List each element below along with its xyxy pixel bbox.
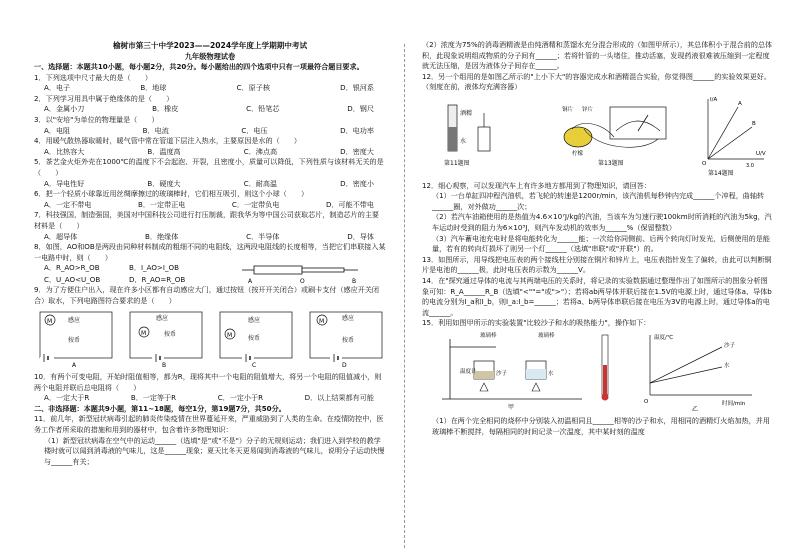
q2-options [34,104,386,115]
option: B．温度高 [147,146,181,156]
line-a [708,107,738,159]
option: D．R_AO=R_OB [129,274,186,284]
option: C．原子核 [236,83,270,93]
q8-stem: 8．如图，AO和OB是两段由同种材料制成的粗细不同的电阻线，这两段电阻线的长度相等，当把它们串联接入某一电路中时，则（ ） [34,242,386,262]
section1-heading: 一、选择题：本题共10小题，每小题2分，共20分。每小题给出的四个选项中只有一项最符合题目要求。 [34,62,364,71]
svg-text:C: C [252,362,257,369]
option: C．沸点高 [243,146,278,156]
q15-stem: 15．利用如图甲所示的实验装置"比较沙子和水的吸热能力"，操作如下： [422,318,651,328]
option: A．一定不带电 [44,199,92,209]
svg-text:感应: 感应 [342,315,355,323]
fig11-beakers [444,105,490,167]
option: A．一定大于R [44,393,90,403]
voltmeter [610,107,666,139]
svg-text:I/A: I/A [710,96,718,103]
q11-part2: （2）浓度为75%的消毒酒精液是由纯酒精和蒸馏水充分混合形成的（如图甲所示），其总体积小于混合前的总体积，此现象说明组成物质的分子间有______；若将针管的一头堵住，推动活塞，发现药液很难被压缩到一定程度就无法压缩，是因为液体分子间存在______。 [422,40,773,71]
option: D．银河系 [340,83,374,93]
option: C．一定带负电 [231,199,280,209]
option: D．密度大 [340,146,374,156]
fig13-caption: 第13题图 [598,159,624,167]
svg-text:A: A [248,278,253,286]
q2-stem: 2．下列学习用具中属于绝缘体的是（ ） [34,93,174,103]
circuit-a [40,312,112,368]
wire-ao [254,266,302,274]
q1-options [34,83,386,94]
q14-stem: 14．在"探究通过导体的电流与其两端电压的关系时，将记录的实验数据通过整理作出了如图所示的图象分析图象可知：R_A______R_B（选填"<""="或">"）；若将ab两导体并联后接在1.5V的电源上时，通过导体a、导体b的电流分别为I_a和I_b，则I_a:I_b=______；若将a、b两导体串联后接在电压为3V的电源上时，通过导体a的电流______。 [422,275,772,317]
svg-text:D: D [342,362,347,369]
lemon [564,127,592,147]
svg-text:按币: 按币 [248,335,261,343]
section2-heading: 二、非选择题：本题共9小题，第11~18题，每空1分，第19题7分，共50分。 [34,403,286,413]
svg-text:M: M [47,318,53,326]
svg-text:水: 水 [460,137,467,145]
option: D．以上结果都有可能 [304,393,374,403]
q11-part1: （1）新型冠状病毒在空气中的运动______（选填"是"或"不是"）分子的无规则运动；我们进入到学校的教学楼时就可以闻到消毒液的气味儿，这是______现象；夏天比冬天更易闻到消毒液的气味儿，说明分子运动快慢与______有关； [44,435,385,466]
option: A．金属小刀 [44,104,85,114]
svg-text:A: A [738,100,742,107]
option: B．硬度大 [147,178,181,188]
q13-stem: 13．如图所示，用导线把电压表的两个接线柱分别接在铜片和锌片上，电压表指针发生了偏转，由此可以判断铜片是电池的______极，此时电压表的示数为______V。 [422,254,772,275]
q12-intro: 12．另一个组用的是如图乙所示的"上小下大"的容器完成水和酒精混合实验，你觉得图______的实验效果更好。（刻度在前，液体均充满容器） [422,71,771,92]
option: C．半导体 [246,231,280,241]
option: B．I_AO>I_OB [129,263,179,273]
fig15-sand-water [422,329,774,413]
q3-stem: 3．以"安培"为单位的物理量是（ ） [34,114,159,124]
figures-11-13-14 [422,93,774,177]
option: B．绝缘体 [145,231,179,241]
svg-text:O: O [702,160,707,167]
svg-text:水: 水 [548,370,554,377]
option: D．导体 [347,231,374,241]
svg-text:M: M [141,330,147,338]
svg-text:柠檬: 柠檬 [572,150,584,157]
curve-water [650,367,722,383]
q12b-part1: （1）一台单缸四冲程汽油机，若飞轮的转速是1200r/min，该汽油机每秒钟内完成______个冲程，曲轴转______圈，对外做功______次； [432,191,765,211]
svg-text:O: O [644,398,649,405]
option: B．一定等于R [130,393,177,403]
q1-stem: 1．下列选项中尺寸最大的是（ ） [34,72,153,82]
q11-intro: 11．前几年，新型冠状病毒引起的肺炎传染疫情在世界蔓延开来，严重威胁到了人类的生命。在疫情防控中，医务工作者所采取的措施和用到的器材中，包含着许多物理知识： [34,414,384,435]
q4-stem: 4．用暖气散热器取暖时，暖气管中常在管道下层注入热水，主要原因是水的（ ） [34,136,301,146]
svg-text:B: B [752,120,756,127]
right-column [422,40,774,438]
option: B．橡皮 [152,104,179,114]
q3-options [34,126,386,137]
svg-text:铜片: 铜片 [562,106,574,113]
circuit-c [220,312,292,368]
svg-text:感应: 感应 [248,317,261,325]
wire-ob [302,268,344,272]
option: D．电功率 [340,125,374,135]
circuit-d [310,312,382,368]
option: A．电子 [44,83,71,93]
option: C．耐高温 [243,178,278,188]
q10-options [34,393,386,404]
fig15-thermometer [602,335,609,401]
q4-options [34,147,386,158]
option: D．密度小 [340,178,374,188]
fig14-iu-graph [702,97,766,177]
svg-text:按币: 按币 [68,337,81,345]
svg-text:U/V: U/V [756,150,766,157]
option: A．R_AO>R_OB [44,263,100,273]
fig13-lemon-battery [562,105,666,167]
resistor-wire-figure [234,257,374,287]
q6-options [34,200,386,211]
option: B．一定带正电 [137,199,186,209]
exam-title: 榆树市第三十中学2023——2024学年度上学期期中考试 [112,41,308,50]
q5-stem: 5．茶艺金火炬外壳在1000℃的温度下不会起泡、开裂，且密度小，质量可以降低，下列性质与该材料无关的是（ ） [34,157,384,177]
option: B．电流 [142,125,169,135]
svg-text:按币: 按币 [342,337,355,345]
fig14-caption: 第14题图 [708,169,734,177]
q12b-intro: 12．细心观察，可以发现汽车上有许多地方都用到了物理知识，请回答： [422,180,651,190]
svg-text:玻璃棒: 玻璃棒 [480,332,497,339]
circuit-b [130,312,202,368]
svg-text:温度/℃: 温度/℃ [654,334,674,341]
svg-text:玻璃棒: 玻璃棒 [538,332,555,339]
line-b [708,127,752,159]
svg-text:沙子: 沙子 [496,370,508,377]
svg-text:B: B [162,362,167,369]
svg-text:甲: 甲 [508,403,515,411]
q15-part1: （1）在两个完全相同的烧杯中分别装入初温相同且______相等的沙子和水，用相同的酒精灯火焰加热，并用玻璃棒不断搅拌，每隔相同的时间记录一次温度，其中某时刻的温度 [432,416,770,437]
fig11-caption: 第11题图 [444,159,470,167]
q6-stem: 6．把一个轻质小球靠近用丝绸摩擦过的玻璃棒时，它们相互吸引，则这个小球（ ） [34,189,309,199]
option: A．电阻 [44,125,71,135]
svg-text:酒精: 酒精 [460,109,473,117]
svg-text:感应: 感应 [156,315,169,323]
option: D．可能不带电 [325,199,374,209]
svg-text:按币: 按币 [164,331,177,339]
svg-text:锌片: 锌片 [582,106,594,113]
svg-text:温度计: 温度计 [460,368,477,375]
q9-circuit-options [34,306,386,368]
option: A．超导体 [44,231,78,241]
q10-stem: 10．有两个可变电阻，开始时阻值相等，都为R，现将其中一个电阻的阻值增大，将另一个电阻的阻值减小，则两个电阻并联后总电阻将（ ） [34,372,382,392]
svg-text:M: M [227,332,233,340]
option: C．U_AO<U_OB [44,274,101,284]
option: C．一定小于R [217,393,264,403]
option: C．电压 [241,125,268,135]
column-divider [404,44,405,548]
option: A．导电性好 [44,178,85,188]
q7-stem: 7．科技强国，制造强国，美国对中国科技公司进行打压制裁，跟我华为等中国公司获取芯片，制造芯片的主要材料是（ ） [34,210,380,230]
svg-text:O: O [300,278,305,286]
svg-text:时间/min: 时间/min [722,400,746,407]
option: C．铅笔芯 [246,104,280,114]
svg-text:A: A [72,362,77,369]
option: D．钢尺 [347,104,374,114]
svg-text:M: M [319,318,325,326]
exam-subtitle: 九年级物理试卷 [184,52,236,61]
q12b-part3: （3）汽车蓄电池充电时是将电能转化为______能；一次给你同侧前、后两个转向灯时发光，后侧使用的是能量，若有的转向灯损坏了则另一个灯______（选填"串联"或"并联"）的。 [432,233,770,254]
q8-options [44,263,214,285]
svg-text:感应: 感应 [68,317,81,325]
svg-text:3.0: 3.0 [746,162,754,169]
svg-text:水: 水 [724,362,730,369]
svg-text:沙子: 沙子 [724,342,736,349]
left-column [34,40,386,467]
q7-options [34,232,386,243]
fig15-apparatus [442,331,582,411]
q5-options [34,179,386,190]
q12b-part2: （2）若汽车油箱使用的是热值为4.6×10⁷J/kg的汽油，当该车为匀速行驶100km时所消耗的汽油为5kg，汽车运动时受到的阻力为6×10³J，则汽车发动机的效率为______%（保留整数） [432,212,772,232]
fig15-temperature-chart [644,333,752,413]
q9-stem: 9．为了方便住户出入，现在许多小区都有自动感应大门，通过按钮（按开开关闭合）或刷卡支付（感应开关闭合）取水，下列电路图符合要求的是（ ） [34,285,380,305]
svg-text:乙: 乙 [692,405,699,413]
svg-text:B: B [352,278,357,286]
option: B．地球 [140,83,167,93]
q8-options-figure [34,263,386,285]
option: A．比热容大 [44,146,85,156]
curve-sand [650,347,722,383]
